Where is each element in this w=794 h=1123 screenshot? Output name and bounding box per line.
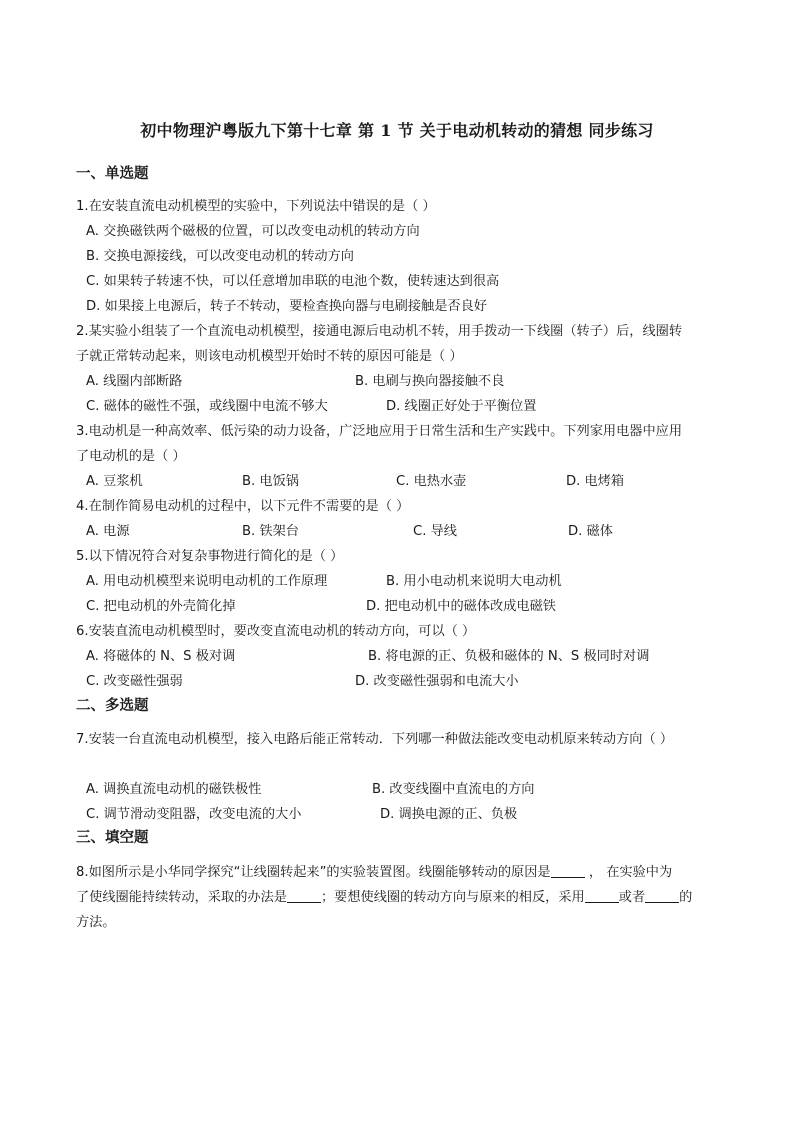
question-3-option-a: A. 豆浆机 <box>86 474 143 489</box>
question-6-option-c: C. 改变磁性强弱 <box>86 674 183 689</box>
question-6-option-a: A. 将磁体的 N、S 极对调 <box>86 649 236 664</box>
question-2-option-d: D. 线圈正好处于平衡位置 <box>386 399 537 414</box>
question-4-option-c: C. 导线 <box>413 524 457 539</box>
page-title: 初中物理沪粤版九下第十七章 第 1 节 关于电动机转动的猜想 同步练习 <box>140 121 654 140</box>
question-3-stem-line-2: 了电动机的是（ ） <box>76 449 186 464</box>
question-7-option-b: B. 改变线圈中直流电的方向 <box>372 782 535 797</box>
question-7-option-d: D. 调换电源的正、负极 <box>380 807 518 822</box>
section-multiple-choice: 二、多选题 <box>76 698 149 714</box>
question-3-stem-line-1: 3.电动机是一种高效率、低污染的动力设备，广泛地应用于日常生活和生产实践中。下列家用电器中应用 <box>76 424 683 439</box>
question-8-text-1: 8.如图所示是小华同学探究“让线圈转起来”的实验装置图。线圈能够转动的原因是 <box>76 865 551 880</box>
question-3-option-c: C. 电热水壶 <box>396 474 467 489</box>
answer-blank-3[interactable] <box>585 888 619 903</box>
question-1-stem: 1.在安装直流电动机模型的实验中，下列说法中错误的是（ ） <box>76 199 436 214</box>
question-6-stem: 6.安装直流电动机模型时，要改变直流电动机的转动方向，可以（ ） <box>76 624 476 639</box>
question-2-stem-line-1: 2.某实验小组装了一个直流电动机模型，接通电源后电动机不转，用手拨动一下线圈（转子）后，线圈转 <box>76 324 683 339</box>
question-1-option-b: B. 交换电源接线，可以改变电动机的转动方向 <box>86 249 354 264</box>
section-fill-in-blank: 三、填空题 <box>76 830 149 846</box>
question-8-line-1 <box>76 861 672 880</box>
question-2-option-a: A. 线圈内部断路 <box>86 374 183 389</box>
question-4-option-b: B. 铁架台 <box>242 524 299 539</box>
question-5-option-b: B. 用小电动机来说明大电动机 <box>386 574 562 589</box>
question-2-option-b: B. 电刷与换向器接触不良 <box>355 374 505 389</box>
question-2-option-c: C. 磁体的磁性不强，或线圈中电流不够大 <box>86 399 328 414</box>
question-8-text-6: 的 <box>679 890 693 905</box>
answer-blank-1[interactable] <box>551 863 585 878</box>
question-1-option-c: C. 如果转子转速不快，可以任意增加串联的电池个数，使转速达到很高 <box>86 274 500 289</box>
question-7-option-a: A. 调换直流电动机的磁铁极性 <box>86 782 262 797</box>
question-5-option-d: D. 把电动机中的磁体改成电磁铁 <box>366 599 556 614</box>
question-8-text-2: ， 在实验中为 <box>584 865 673 880</box>
answer-blank-2[interactable] <box>287 888 321 903</box>
question-5-option-a: A. 用电动机模型来说明电动机的工作原理 <box>86 574 328 589</box>
question-5-stem: 5.以下情况符合对复杂事物进行简化的是（ ） <box>76 549 344 564</box>
question-4-stem: 4.在制作简易电动机的过程中，以下元件不需要的是（ ） <box>76 499 410 514</box>
question-8-text-4: ；要想使线圈的转动方向与原来的相反，采用 <box>321 890 585 905</box>
question-5-option-c: C. 把电动机的外壳简化掉 <box>86 599 236 614</box>
question-4-option-a: A. 电源 <box>86 524 130 539</box>
section-single-choice: 一、单选题 <box>76 166 149 182</box>
question-8-text-3: 了使线圈能持续转动，采取的办法是 <box>76 890 287 905</box>
question-7-stem: 7.安装一台直流电动机模型，接入电路后能正常转动．下列哪一种做法能改变电动机原来转动方向（ ） <box>76 732 674 747</box>
question-7-option-c: C. 调节滑动变阻器，改变电流的大小 <box>86 807 302 822</box>
question-1-option-a: A. 交换磁铁两个磁极的位置，可以改变电动机的转动方向 <box>86 224 420 239</box>
question-3-option-b: B. 电饭锅 <box>242 474 299 489</box>
question-1-option-d: D. 如果接上电源后，转子不转动，要检查换向器与电刷接触是否良好 <box>86 299 487 314</box>
answer-blank-4[interactable] <box>645 888 679 903</box>
question-3-option-d: D. 电烤箱 <box>566 474 625 489</box>
question-4-option-d: D. 磁体 <box>568 524 613 539</box>
question-6-option-d: D. 改变磁性强弱和电流大小 <box>355 674 519 689</box>
question-8-line-2 <box>76 886 692 905</box>
question-2-stem-line-2: 子就正常转动起来，则该电动机模型开始时不转的原因可能是（ ） <box>76 349 463 364</box>
question-8-text-5: 或者 <box>618 890 646 905</box>
question-8-line-3: 方法。 <box>76 915 116 930</box>
question-6-option-b: B. 将电源的正、负极和磁体的 N、S 极同时对调 <box>368 649 650 664</box>
